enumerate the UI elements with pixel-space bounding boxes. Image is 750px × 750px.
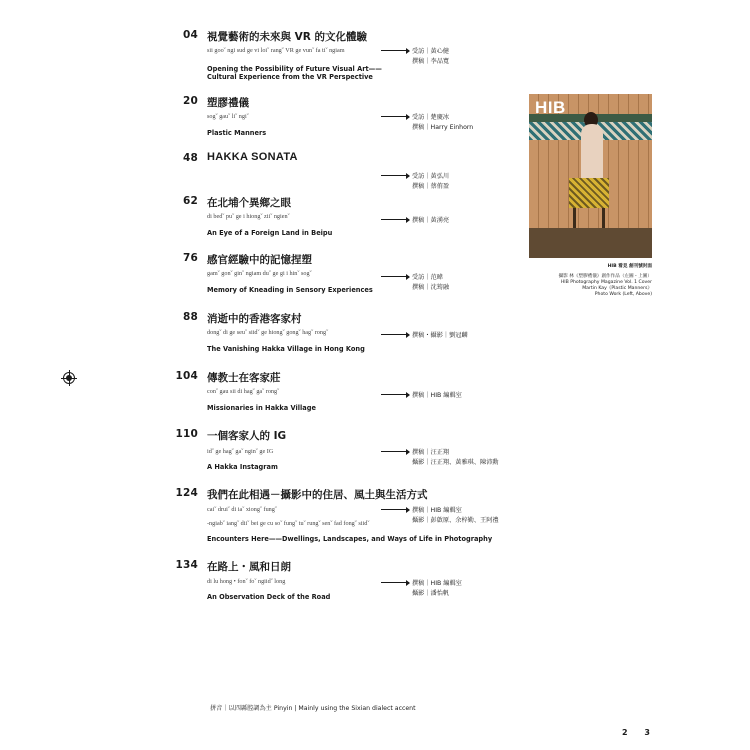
entry-title: HAKKA SONATA [207,151,298,163]
credit-line: 攝影｜彭啟原、余梓勤、王阿禮 [412,517,499,524]
page-number: 48 [182,152,198,164]
entry-english: Missionaries in Hakka Village [207,404,316,412]
credit-line: 受訪｜楚慶冰 [412,114,450,121]
credit-line: 撰稿｜汪正翔 [412,449,450,456]
entry-title: 傳教士在客家莊 [207,372,281,384]
cover-caption: Photo Work (Left, Above) [594,292,652,297]
credit-line: 撰稿・攝影｜劉冠麟 [412,332,468,339]
entry-english: The Vanishing Hakka Village in Hong Kong [207,345,365,353]
entry-pinyin: conˇ gau sii di hagˇ gaˇ rongˇ [207,388,280,395]
cover-caption: HIB Photography Magazine Vol. 1 Cover [560,280,652,285]
arrow-icon [381,394,409,395]
cover-photo [529,94,652,258]
entry-english: Memory of Kneading in Sensory Experiences [207,286,373,294]
page-number: 134 [175,559,198,571]
credit-line: 撰稿｜黃湧亮 [412,217,450,224]
page-number: 110 [175,428,198,440]
page-number: 62 [182,195,198,207]
entry-title: 塑膠禮儀 [207,97,249,109]
arrow-icon [381,276,409,277]
entry-english: Encounters Here——Dwellings, Landscapes, and Ways of Life in Photography [207,535,493,543]
cover-caption: 攝影 林《塑膠禮儀》創作作品（左圖・上圖） [558,274,652,279]
credit-line: 撰稿｜HIB 編輯室 [412,507,462,514]
credit-line: 攝影｜潘怡帆 [412,590,450,597]
entry-title: 在路上・風和日朗 [207,561,291,573]
page-number: 88 [182,311,198,323]
arrow-icon [381,509,409,510]
entry-title: 在北埔个異鄉之眼 [207,197,291,209]
pinyin-footnote: 拼音｜以四縣腔調為主 Pinyin | Mainly using the Sixian dialect accent [210,705,416,712]
hib-logo: HIB [535,98,566,117]
entry-title: 我們在此相遇－攝影中的住居、風土與生活方式 [207,489,428,501]
page-number: 04 [182,29,198,41]
credit-line: 撰稿｜李品寬 [412,58,450,65]
page-number: 124 [175,487,198,499]
cover-caption: Martin Kay《Plastic Manners》 [582,286,652,291]
arrow-icon [381,451,409,452]
credit-line: 撰稿｜HIB 編輯室 [412,392,462,399]
arrow-icon [381,50,409,51]
arrow-icon [381,175,409,176]
arrow-icon [381,116,409,117]
credit-line: 撰稿｜蔡侑盈 [412,183,450,190]
arrow-icon [381,334,409,335]
entry-english: Cultural Experience from the VR Perspective [207,73,373,81]
entry-pinyin: di lu hong • fonˇ foˇ ngiidˇ long [207,578,286,585]
entry-pinyin: -ngiabˇ iangˇ diiˇ bei ge cu soˇ fungˇ tuˇ rungˇ senˇ fad fongˇ siidˇ [207,520,370,527]
credit-line: 受訪｜黃心健 [412,48,450,55]
credit-line: 撰稿｜沈筠融 [412,284,450,291]
page-number: 104 [175,370,198,382]
entry-pinyin: di bedˇ puˇ ge i hiongˇ ziiˇ ngienˇ [207,213,290,220]
page-number: 20 [182,95,198,107]
entry-pinyin: dongˇ di ge seuˇ siidˇ ge hiongˇ gongˇ hagˇ rongˇ [207,329,329,336]
cover-caption: HIB 看見 創刊號封面 [607,264,652,269]
entry-title: 一個客家人的 IG [207,430,287,442]
entry-title: 消逝中的香港客家村 [207,313,302,325]
entry-pinyin: sii gooˇ ngi sud ge vi loiˇ rangˇ VR ge vunˇ fa tiˇ ngiam [207,47,345,54]
entry-english: Plastic Manners [207,129,267,137]
credit-line: 撰稿｜Harry Einhorn [412,124,474,131]
entry-pinyin: caiˇ druiˇ di iaˇ xiongˇ fungˇ [207,506,277,513]
entry-title: 視覺藝術的未來與 VR 的文化體驗 [207,31,368,43]
credit-line: 受訪｜黃弘川 [412,173,450,180]
entry-pinyin: gamˇ gonˇ ginˇ ngiam duˇ ge gi i hinˇ sogˇ [207,270,312,277]
entry-pinyin: idˇ ge hagˇ gaˇ nginˇ ge IG [207,448,274,455]
credit-line: 攝影｜汪正翔、黃雅琪、陳沛勳 [412,459,499,466]
entry-pinyin: sogˇ gauˇ liˇ ngiˇ [207,113,249,120]
page-numbers: 2 3 [622,728,650,737]
entry-english: An Observation Deck of the Road [207,593,331,601]
arrow-icon [381,582,409,583]
entry-title: 感官經驗中的記憶捏塑 [207,254,312,266]
registration-mark-icon [63,372,75,384]
credit-line: 撰稿｜HIB 編輯室 [412,580,462,587]
entry-english: A Hakka Instagram [207,463,278,471]
entry-english: An Eye of a Foreign Land in Beipu [207,229,333,237]
arrow-icon [381,219,409,220]
page-number: 76 [182,252,198,264]
credit-line: 受訪｜范暐 [412,274,443,281]
entry-english: Opening the Possibility of Future Visual Art—— [207,65,382,73]
